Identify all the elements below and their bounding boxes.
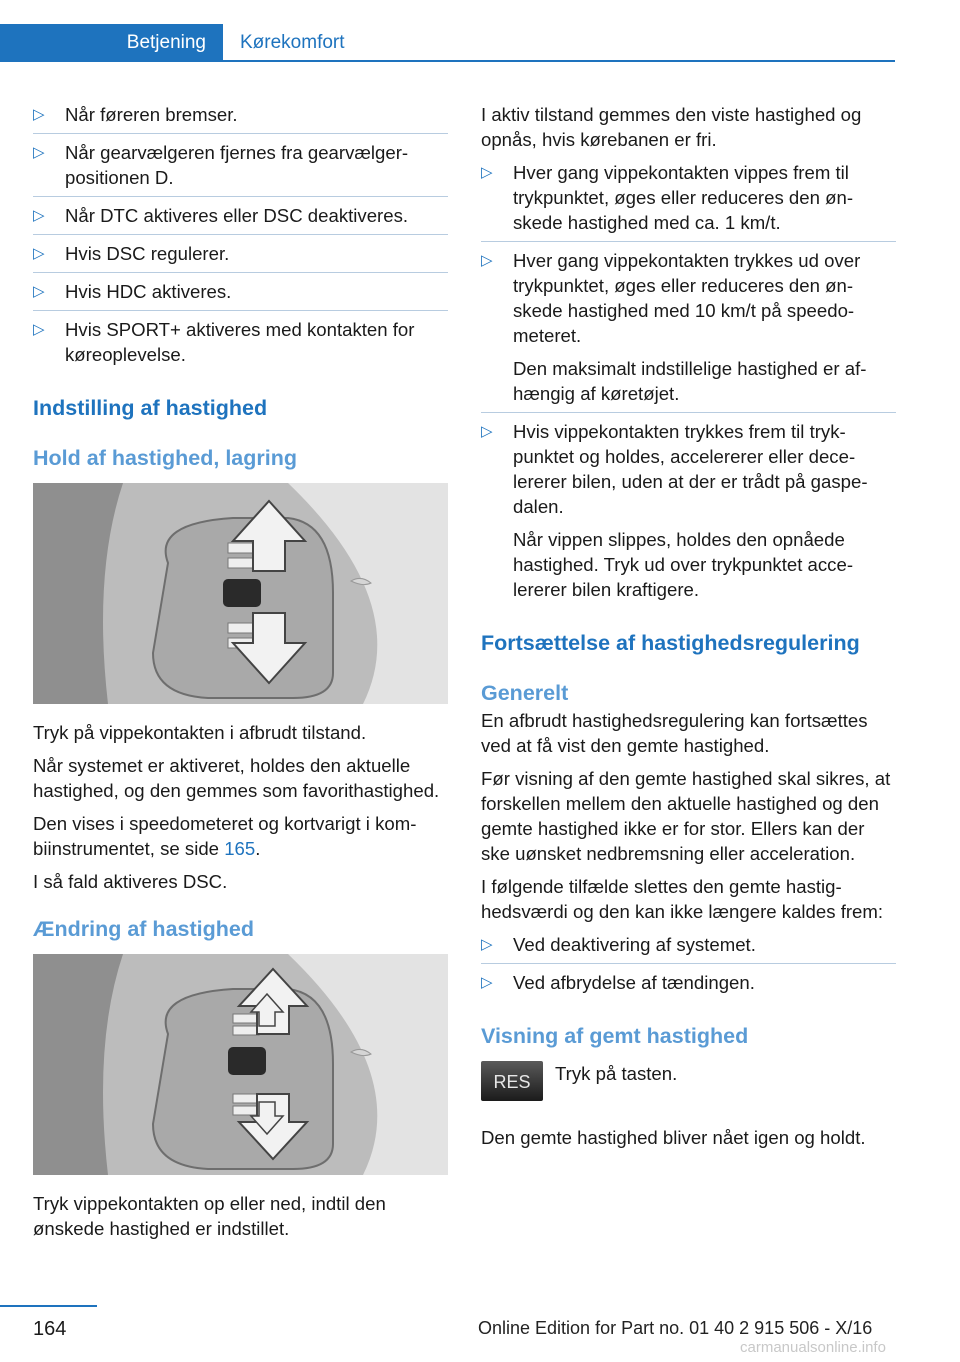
triangle-bullet-icon: ▷ [33,207,45,224]
tab-betjening-label: Betjening [126,32,206,53]
paragraph: Før visning af den gemte hastighed skal sikres, at forskellen mellem den aktuelle hastighed og den gemte hastighed ikke er for stor. Ellers kan der ske uønsket nedbremsning eller acceleration. [481,768,891,864]
list-item: ▷ Når DTC aktiveres eller DSC deaktiveres. [33,203,448,235]
triangle-bullet-icon: ▷ [33,283,45,300]
deactivation-list [33,102,448,373]
triangle-bullet-icon: ▷ [481,423,493,440]
steering-wheel-rocker-figure-1 [33,483,448,704]
triangle-bullet-icon: ▷ [33,321,45,338]
tab-betjening[interactable] [0,24,223,62]
paragraph: I så fald aktiveres DSC. [33,871,228,892]
list-item: ▷ Hvis SPORT+ aktiveres med kontakten for køreoplevelse. [33,319,415,365]
paragraph: I aktiv tilstand gemmes den viste hastighed og opnås, hvis kørebanen er fri. [481,104,862,150]
triangle-bullet-icon: ▷ [481,936,493,953]
res-button-label: RES [493,1072,531,1092]
page-header [0,0,960,62]
heading-change-speed: Ændring af hastighed [33,917,254,941]
paragraph: Tryk vippekontakten op eller ned, indtil den ønskede hastighed er indstillet. [33,1193,386,1239]
triangle-bullet-icon: ▷ [33,106,45,123]
res-button-icon [481,1061,543,1101]
list-item: ▷ Ved afbrydelse af tændingen. [481,972,755,993]
paragraph: En afbrudt hastighedsregulering kan fortsættes ved at få vist den gemte hastighed. [481,710,868,756]
list-item: ▷ Hver gang vippekontakten trykkes ud over trykpunktet, øges eller reduceres den ønskede hastighed med 10 km/t på speedometeret. Den maksimalt indstillelige hastighed er afhængig af køretøjet. [481,248,896,413]
list-item: ▷ Hver gang vippekontakten vippes frem til trykpunktet, øges eller reduceres den ønskede hastighed med ca. 1 km/t. [481,160,896,242]
heading-speed-setting: Indstilling af hastighed [33,396,268,420]
page-number: 164 [33,1318,67,1340]
left-column [33,102,448,1249]
paragraph: I følgende tilfælde slettes den gemte hastighedsværdi og den kan ikke længere kaldes frem: [481,876,884,922]
paragraph: Den gemte hastighed bliver nået igen og holdt. [481,1127,866,1148]
triangle-bullet-icon: ▷ [481,252,493,269]
list-item: ▷ Hvis vippekontakten trykkes frem til trykpunktet og holdes, accelererer eller decelererer bilen, uden at der er trådt på gaspedalen. Når vippen slippes, holdes den opnåede hastighed. Tryk ud over trykpunktet accelererer bilen kraftigere. [481,421,868,600]
triangle-bullet-icon: ▷ [33,144,45,161]
triangle-bullet-icon: ▷ [481,164,493,181]
heading-hold-speed: Hold af hastighed, lagring [33,446,297,470]
footer-rule [0,1305,97,1307]
steering-wheel-rocker-figure-2 [33,954,448,1175]
edition-note: Online Edition for Part no. 01 40 2 915 506 - X/16 [478,1318,873,1338]
header-rule [0,60,895,62]
list-item: ▷ Når føreren bremser. [33,102,448,134]
paragraph: Den vises i speedometeret og kortvarigt i kombiinstrumentet, se side 165. [33,813,417,859]
triangle-bullet-icon: ▷ [481,974,493,991]
paragraph: Tryk på vippekontakten i afbrudt tilstand. [33,722,367,743]
reset-conditions-list [481,932,896,1001]
tab-korekomfort[interactable]: Kørekomfort [240,32,345,53]
list-item: ▷ Når gearvælgeren fjernes fra gearvælgerpositionen D. [33,140,448,197]
heading-display-stored-speed: Visning af gemt hastighed [481,1024,749,1048]
res-instruction-text: Tryk på tasten. [555,1063,678,1084]
triangle-bullet-icon: ▷ [33,245,45,262]
heading-resume-cruise: Fortsættelse af hastighedsregulering [481,631,860,655]
rocker-function-list [481,160,896,608]
steering-wheel-illustration [33,954,448,1175]
page-reference-link[interactable]: 165 [224,838,256,859]
list-item: ▷ Hvis DSC regulerer. [33,241,448,273]
right-column [481,102,896,1158]
watermark: carmanualsonline.info [740,1339,886,1356]
list-item: ▷ Ved deaktivering af systemet. [481,932,896,964]
res-instruction [481,1061,896,1111]
heading-general: Generelt [481,681,569,705]
paragraph: Når systemet er aktiveret, holdes den aktuelle hastighed, og den gemmes som favorithastighed. [33,755,440,801]
steering-wheel-illustration [33,483,448,704]
list-item: ▷ Hvis HDC aktiveres. [33,279,448,311]
